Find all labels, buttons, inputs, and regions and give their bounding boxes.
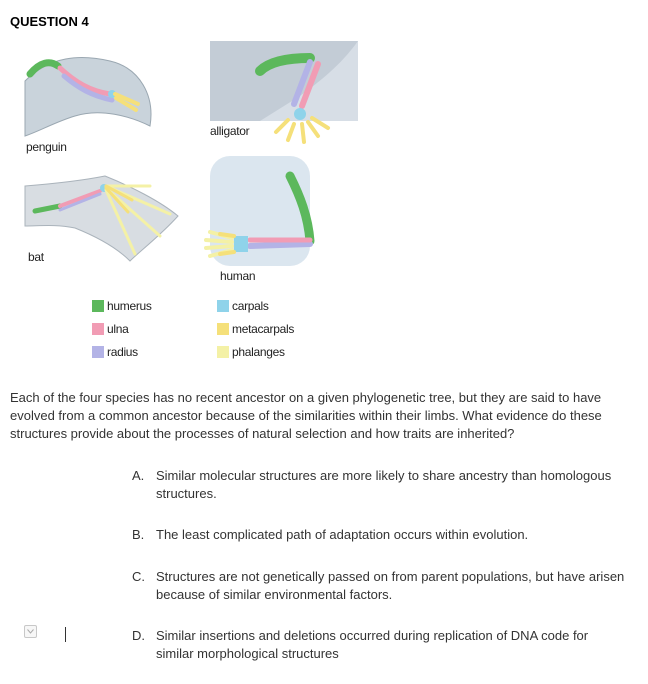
metacarpals-swatch [217, 323, 229, 335]
question-title: QUESTION 4 [10, 14, 89, 29]
bat-illustration [25, 176, 178, 261]
option-text: Similar molecular structures are more likely to share ancestry than homologous structures. [156, 468, 612, 501]
legend-carpals: carpals [217, 299, 269, 313]
option-letter: C. [132, 569, 145, 584]
legend-phalanges: phalanges [217, 345, 285, 359]
legend-ulna: ulna [92, 322, 129, 336]
legend-metacarpals: metacarpals [217, 322, 294, 336]
limb-homology-figure [20, 36, 380, 366]
bat-label: bat [28, 250, 44, 264]
option-letter: B. [132, 527, 145, 542]
penguin-illustration [25, 41, 151, 139]
option-letter: A. [132, 468, 145, 483]
humerus-swatch [92, 300, 104, 312]
option-d[interactable] [132, 627, 627, 663]
limb-illustrations [20, 36, 380, 366]
answer-select[interactable] [24, 625, 37, 638]
human-illustration [206, 156, 310, 266]
legend-humerus: humerus [92, 299, 152, 313]
option-b[interactable] [132, 526, 627, 544]
ulna-swatch [92, 323, 104, 335]
option-letter: D. [132, 628, 145, 643]
option-text: Similar insertions and deletions occurred during replication of DNA code for similar morphological structures [156, 628, 589, 661]
alligator-label: alligator [210, 124, 250, 138]
phalanges-swatch [217, 346, 229, 358]
radius-swatch [92, 346, 104, 358]
question-text: Each of the four species has no recent ancestor on a given phylogenetic tree, but they are said to have evolved from a common ancestor because of the similarities within their limbs. What evidence do these structures provide about the processes of natural selection and how traits are inherited? [10, 390, 602, 441]
penguin-label: penguin [26, 140, 67, 154]
carpals-swatch [217, 300, 229, 312]
human-label: human [220, 269, 256, 283]
text-cursor [65, 627, 66, 642]
legend-radius: radius [92, 345, 138, 359]
option-text: The least complicated path of adaptation occurs within evolution. [156, 527, 529, 542]
option-a[interactable] [132, 467, 627, 503]
option-text: Structures are not genetically passed on from parent populations, but have arisen because of similar environmental factors. [156, 569, 625, 602]
chevron-down-icon [27, 629, 34, 634]
option-c[interactable] [132, 568, 627, 604]
